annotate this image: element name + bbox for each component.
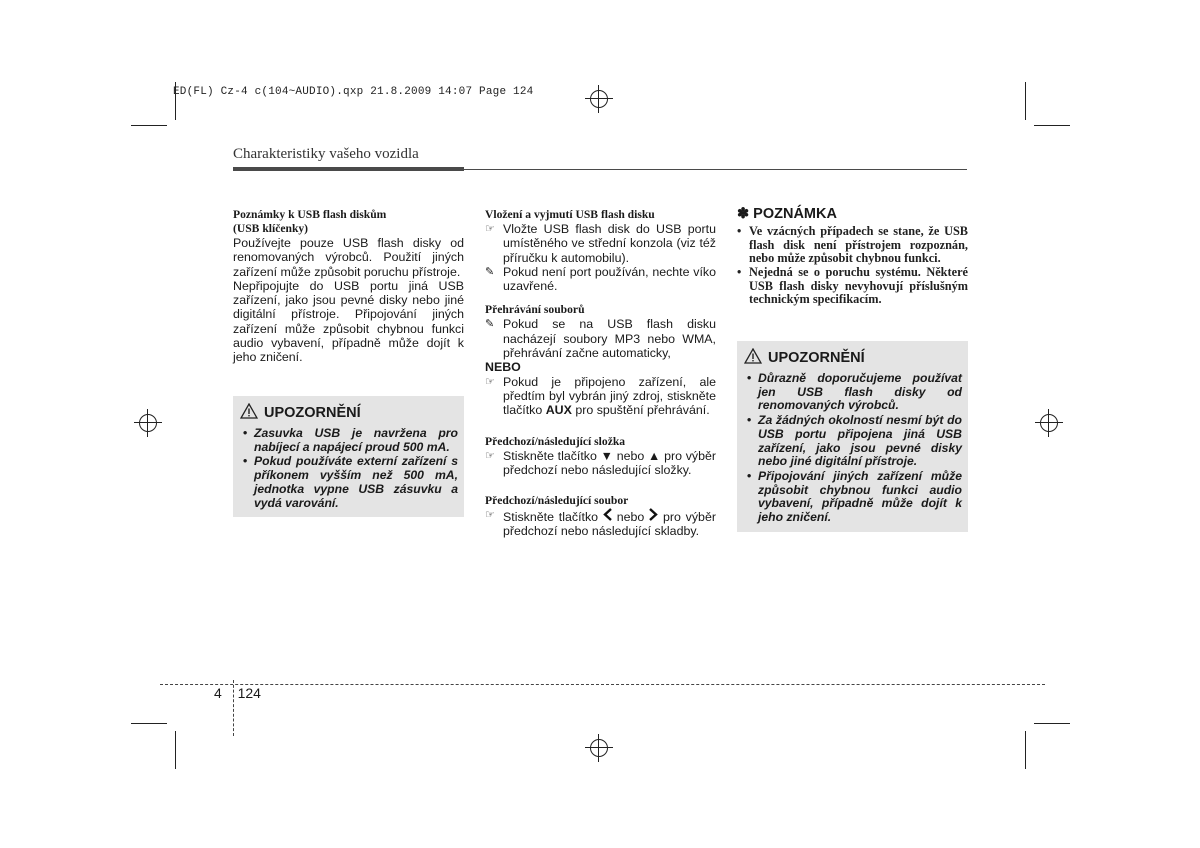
- header-rule-thin: [464, 169, 967, 170]
- section-title-file: Předchozí/následující soubor: [485, 494, 629, 508]
- item-text: Pokud je připojeno zařízení, ale předtím byl vybrán jiný zdroj, stiskněte tlačítko: [503, 374, 716, 418]
- page-number: [214, 685, 261, 701]
- crop-mark-bl-h: [131, 723, 167, 724]
- pointing-hand-icon: ☞: [485, 449, 495, 462]
- list-item: [485, 317, 716, 360]
- or-label: NEBO: [485, 360, 521, 375]
- caution-item: • Pokud používáte externí zařízení s příkonem vyšším než 500 mA, jednotka vypne USB zásuvku a vydá varování.: [240, 455, 458, 510]
- caution-item: • Zasuvka USB je navržena pro nabíjecí a napájecí proud 500 mA.: [240, 427, 458, 454]
- registration-mark-left: [134, 409, 162, 437]
- crop-mark-tr-h: [1034, 125, 1070, 126]
- section-title-folder: Předchozí/následující složka: [485, 434, 626, 448]
- item-text: Vložte USB flash disk do USB portu umístěného ve střední konzola (viz též příručku k automobilu).: [503, 222, 716, 265]
- seek-next-icon: [649, 510, 658, 524]
- aux-key-label: AUX: [545, 403, 572, 418]
- item-text: pro výběr předchozí nebo následující skladby.: [503, 510, 716, 539]
- item-text: Pokud se na USB flash disku nacházejí soubory MP3 nebo WMA, přehrávání začne automaticky,: [503, 317, 716, 361]
- caution-item: • Připojování jiných zařízení může způsobit chybnou funkci audio vybavení, případně může dojít k jeho zničení.: [744, 470, 962, 525]
- pointing-hand-icon: ☞: [485, 223, 495, 235]
- note-item: • Ve vzácných případech se stane, že USB flash disk není přístrojem rozpoznán, nebo může způsobit chybnou funkci.: [737, 225, 968, 266]
- crop-mark-tr-v: [1025, 82, 1026, 120]
- section-title-insert-remove: Vložení a vyjmutí USB flash disku: [485, 208, 655, 221]
- item-text: Stiskněte tlačítko: [503, 510, 599, 525]
- item-text: Stiskněte tlačítko: [503, 448, 597, 463]
- crop-mark-br-h: [1034, 723, 1070, 724]
- crop-mark-br-v: [1025, 731, 1026, 769]
- warning-triangle-icon: [240, 403, 258, 423]
- caution-title-text: UPOZORNĚNÍ: [264, 405, 361, 421]
- list-item: [485, 265, 716, 294]
- caution-box-right: [737, 341, 968, 532]
- caution-title: [240, 403, 458, 423]
- crop-mark-tl-h: [131, 125, 167, 126]
- list-item: [485, 508, 716, 539]
- usb-notes-heading: Poznámky k USB flash diskům: [233, 208, 387, 221]
- page-header-title: Charakteristiky vašeho vozidla: [233, 146, 419, 162]
- item-text: Pokud není port používán, nechte víko uzavřené.: [503, 264, 716, 294]
- folder-up-icon: ▲: [647, 448, 661, 463]
- caution-list: [240, 427, 458, 510]
- column-2: [485, 208, 716, 539]
- usb-notes-para-2: Nepřipojujte do USB portu jiná USB zařízení, jako jsou pevné disky nebo jiné digitální přístroje. Připojování jiných zařízení může způsobit chybnou funkci audio vybavení, případně může dojít k jeho zničení.: [233, 278, 464, 365]
- item-text: pro spuštění přehrávání.: [575, 403, 710, 418]
- footer-dashed-rule: [160, 684, 1045, 685]
- section-title-playback: Přehrávání souborů: [485, 303, 585, 317]
- print-slug: ED(FL) Cz-4 c(104~AUDIO).qxp 21.8.2009 14:07 Page 124: [173, 86, 534, 98]
- note-item: • Nejedná se o poruchu systému. Některé USB flash disky nevyhovují příslušným technickým specifikacím.: [737, 266, 968, 307]
- folder-down-icon: ▼: [600, 448, 614, 463]
- note-block: [737, 207, 968, 307]
- caution-list: [744, 372, 962, 525]
- pencil-note-icon: ✎: [485, 318, 495, 331]
- caution-box-left: [233, 396, 464, 517]
- list-item: [485, 222, 716, 265]
- note-title: ✽ POZNÁMKA: [737, 206, 837, 222]
- pointing-hand-icon: ☞: [485, 509, 495, 522]
- registration-mark-top: [585, 85, 613, 113]
- caution-title: [744, 348, 962, 368]
- column-1: [233, 208, 464, 365]
- usb-notes-subheading: (USB klíčenky): [233, 222, 309, 235]
- registration-mark-right: [1035, 409, 1063, 437]
- pointing-hand-icon: ☞: [485, 375, 495, 388]
- caution-item: • Za žádných okolností nesmí být do USB portu připojena jiná USB zařízení, jako jsou pevné disky nebo jiné digitální přístroje.: [744, 414, 962, 469]
- caution-item: • Důrazně doporučujeme používat jen USB flash disky od renomovaných výrobců.: [744, 372, 962, 413]
- warning-triangle-icon: [744, 348, 762, 368]
- pencil-note-icon: ✎: [485, 265, 495, 278]
- chapter-number: 4: [214, 685, 222, 701]
- seek-prev-icon: [603, 510, 612, 524]
- list-item: [485, 449, 716, 478]
- item-text: nebo: [616, 448, 645, 463]
- list-item: [485, 375, 716, 418]
- registration-mark-bottom: [585, 734, 613, 762]
- caution-title-text: UPOZORNĚNÍ: [768, 350, 865, 366]
- page-number-value: 124: [237, 685, 261, 701]
- usb-notes-para-1: Používejte pouze USB flash disky od renomovaných výrobců. Použití jiných zařízení může způsobit poruchu přístroje.: [233, 236, 464, 279]
- item-text: pro výběr předchozí nebo následující složky.: [503, 448, 716, 477]
- item-text: nebo: [616, 510, 645, 525]
- header-rule-thick: [233, 167, 464, 171]
- crop-mark-bl-v: [175, 731, 176, 769]
- note-list: [737, 225, 968, 307]
